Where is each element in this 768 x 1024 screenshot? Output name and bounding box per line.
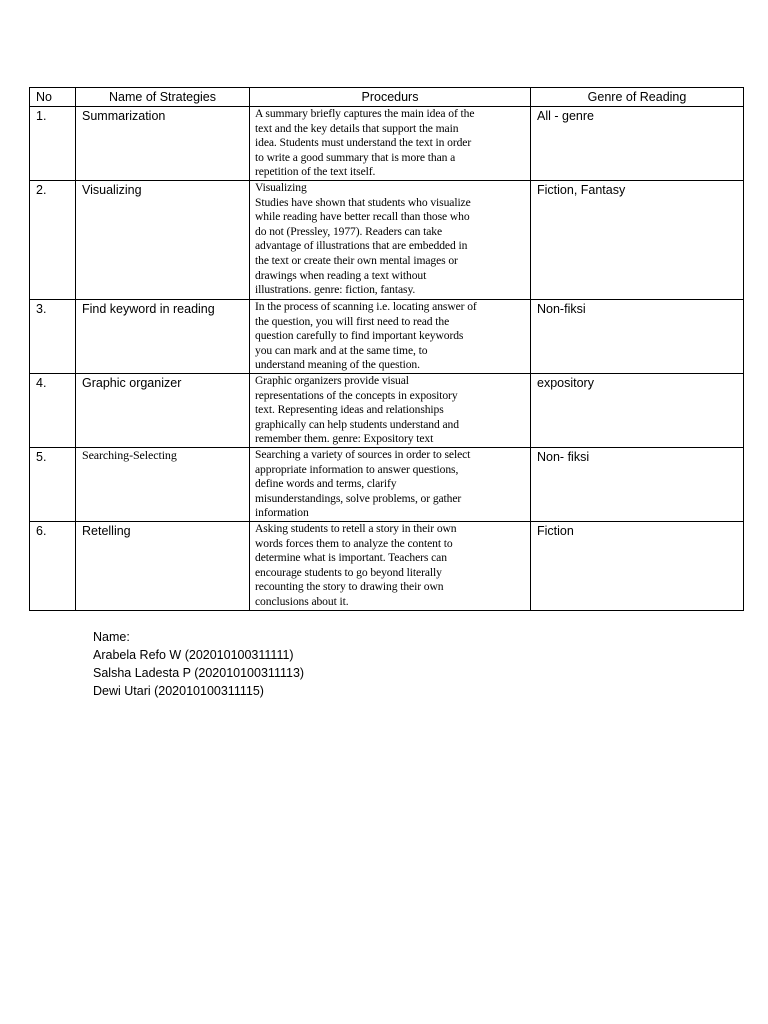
procedure-line: Visualizing: [255, 181, 307, 194]
author-name: Salsha Ladesta P (202010100311113): [93, 666, 305, 680]
procedure-text: [250, 107, 531, 181]
procedure-line: define words and terms, clarify: [255, 477, 397, 491]
procedure-line: advantage of illustrations that are embedded in: [255, 239, 468, 253]
procedure-line: repetition of the text itself.: [255, 165, 376, 179]
strategy-name: Find keyword in reading: [76, 300, 250, 374]
procedure-line: understand meaning of the question.: [255, 358, 420, 372]
genre: expository: [531, 374, 744, 448]
procedure-line: words forces them to analyze the content to: [255, 536, 453, 550]
genre: All - genre: [531, 107, 744, 181]
table-row: [30, 374, 744, 448]
row-number: 2.: [30, 181, 76, 300]
genre: Non- fiksi: [531, 448, 744, 522]
strategies-table: [29, 87, 744, 611]
procedure-line: graphically can help students understand and: [255, 417, 459, 431]
strategy-name: Retelling: [76, 522, 250, 611]
header-name-of-strategies: Name of Strategies: [76, 88, 250, 107]
procedure-text: [250, 181, 531, 300]
procedure-line: remember them. genre: Expository text: [255, 432, 434, 446]
genre: Fiction: [531, 522, 744, 611]
procedure-line: representations of the concepts in expository: [255, 388, 458, 402]
row-number: 4.: [30, 374, 76, 448]
procedure-line: the question, you will first need to read the: [255, 314, 450, 328]
header-no: No: [30, 88, 76, 107]
procedure-line: Graphic organizers provide visual: [255, 374, 409, 387]
procedure-text: [250, 374, 531, 448]
genre: Fiction, Fantasy: [531, 181, 744, 300]
procedure-text: [250, 300, 531, 374]
procedure-text: [250, 522, 531, 611]
author-name: Dewi Utari (202010100311115): [93, 684, 264, 698]
author-name: Arabela Refo W (202010100311111): [93, 648, 294, 662]
procedure-text: [250, 448, 531, 522]
header-procedures: Procedurs: [250, 88, 531, 107]
row-number: 1.: [30, 107, 76, 181]
procedure-line: illustrations. genre: fiction, fantasy.: [255, 283, 416, 297]
strategy-name: Summarization: [76, 107, 250, 181]
procedure-line: In the process of scanning i.e. locating answer of: [255, 300, 477, 313]
strategy-name: Graphic organizer: [76, 374, 250, 448]
table-row: [30, 181, 744, 300]
procedure-line: conclusions about it.: [255, 594, 349, 608]
procedure-line: to write a good summary that is more than a: [255, 150, 456, 164]
procedure-line: encourage students to go beyond literally: [255, 565, 442, 579]
table-row: [30, 107, 744, 181]
procedure-line: Searching a variety of sources in order to select: [255, 448, 471, 461]
row-number: 6.: [30, 522, 76, 611]
procedure-line: while reading have better recall than those who: [255, 210, 470, 224]
procedure-line: drawings when reading a text without: [255, 268, 427, 282]
procedure-line: Asking students to retell a story in their own: [255, 522, 457, 535]
procedure-line: appropriate information to answer questions,: [255, 462, 459, 476]
table-row: [30, 522, 744, 611]
procedure-line: question carefully to find important keywords: [255, 329, 464, 343]
procedure-line: recounting the story to drawing their own: [255, 580, 444, 594]
procedure-line: the text or create their own mental images or: [255, 253, 458, 267]
procedure-line: A summary briefly captures the main idea of the: [255, 107, 475, 120]
procedure-line: idea. Students must understand the text in order: [255, 136, 472, 150]
names-label: Name:: [93, 630, 130, 644]
procedure-line: determine what is important. Teachers can: [255, 551, 447, 565]
procedure-line: information: [255, 506, 309, 520]
procedure-line: text. Representing ideas and relationships: [255, 403, 444, 417]
procedure-line: you can mark and at the same time, to: [255, 343, 428, 357]
procedure-line: text and the key details that support the main: [255, 121, 459, 135]
row-number: 5.: [30, 448, 76, 522]
genre: Non-fiksi: [531, 300, 744, 374]
header-genre-of-reading: Genre of Reading: [531, 88, 744, 107]
row-number: 3.: [30, 300, 76, 374]
table-row: [30, 448, 744, 522]
strategy-name: Searching-Selecting: [76, 448, 250, 522]
strategy-name: Visualizing: [76, 181, 250, 300]
procedure-line: misunderstandings, solve problems, or gather: [255, 491, 462, 505]
authors-block: [93, 628, 304, 700]
procedure-line: do not (Pressley, 1977). Readers can take: [255, 224, 443, 238]
table-row: [30, 300, 744, 374]
table-header-row: [30, 88, 744, 107]
procedure-line: Studies have shown that students who visualize: [255, 195, 471, 209]
